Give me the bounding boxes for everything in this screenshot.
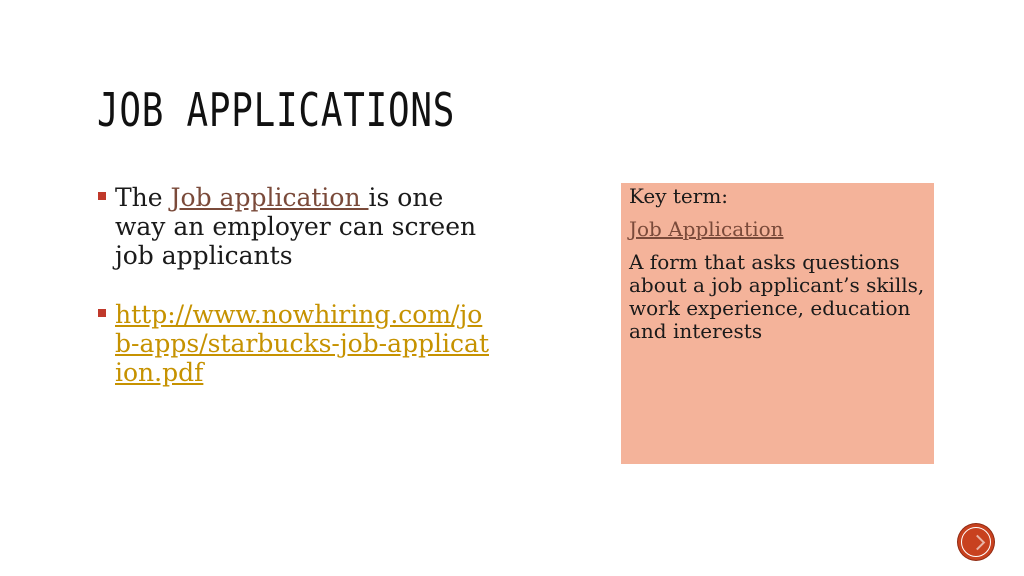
bullet-text-suffix: is one way an employer can screen job applicants bbox=[115, 183, 477, 270]
key-term-link[interactable]: Job Application bbox=[629, 217, 784, 241]
job-application-link[interactable]: Job application bbox=[170, 183, 369, 212]
bullet-marker bbox=[98, 309, 106, 317]
bullet-text-prefix: The bbox=[115, 183, 171, 212]
key-term-box bbox=[621, 183, 934, 464]
starbucks-application-url-link[interactable]: http://www.nowhiring.com/job-apps/starbucks-job-application.pdf bbox=[115, 300, 489, 387]
next-slide-button[interactable] bbox=[958, 524, 994, 560]
bullet-item-url bbox=[98, 300, 493, 387]
bullet-item-definition bbox=[98, 183, 493, 270]
bullet-list bbox=[98, 183, 493, 417]
bullet-marker bbox=[98, 192, 106, 200]
key-term-definition: A form that asks questions about a job applicant’s skills, work experience, education and interests bbox=[629, 250, 925, 343]
slide-title: JOB APPLICATIONS bbox=[97, 83, 456, 137]
key-term-heading: Key term: bbox=[629, 184, 729, 208]
